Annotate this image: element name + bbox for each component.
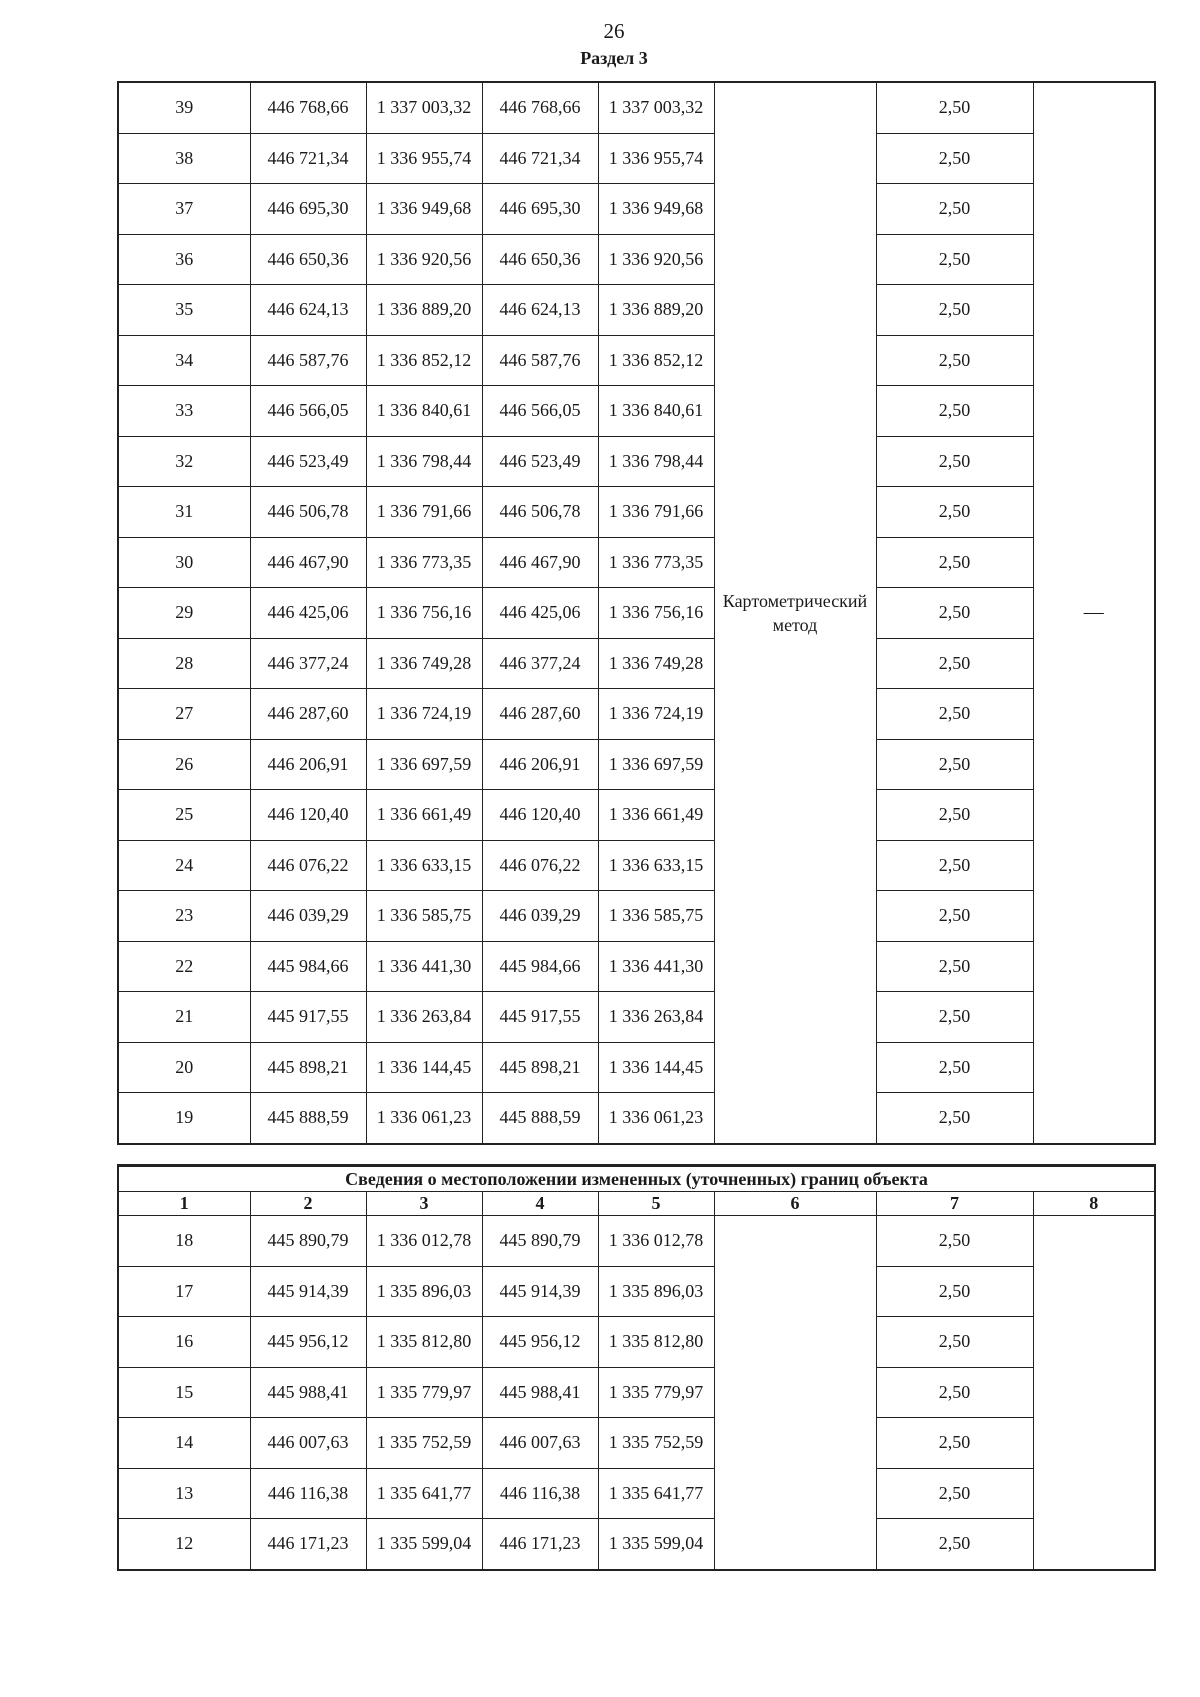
table-row — [118, 689, 1155, 740]
y-existing-cell: 1 336 061,23 — [366, 1093, 482, 1144]
column-number: 2 — [250, 1192, 366, 1216]
accuracy-cell: 2,50 — [876, 285, 1033, 336]
point-number-cell: 21 — [118, 992, 250, 1043]
accuracy-cell: 2,50 — [876, 1468, 1033, 1519]
point-number-cell: 25 — [118, 790, 250, 841]
x-existing-cell: 446 076,22 — [250, 840, 366, 891]
accuracy-cell: 2,50 — [876, 436, 1033, 487]
table-row — [118, 436, 1155, 487]
y-new-cell: 1 336 661,49 — [598, 790, 714, 841]
table-row — [118, 638, 1155, 689]
y-new-cell: 1 336 791,66 — [598, 487, 714, 538]
x-existing-cell: 446 206,91 — [250, 739, 366, 790]
table-row — [118, 184, 1155, 235]
coordinates-table-lower — [117, 1164, 1156, 1571]
column-number: 6 — [714, 1192, 876, 1216]
y-existing-cell: 1 336 661,49 — [366, 790, 482, 841]
y-existing-cell: 1 335 896,03 — [366, 1266, 482, 1317]
x-new-cell: 446 624,13 — [482, 285, 598, 336]
x-new-cell: 446 467,90 — [482, 537, 598, 588]
y-new-cell: 1 335 599,04 — [598, 1519, 714, 1570]
x-existing-cell: 445 890,79 — [250, 1216, 366, 1267]
table-row — [118, 82, 1155, 133]
point-number-cell: 39 — [118, 82, 250, 133]
table-row — [118, 1093, 1155, 1144]
table-row — [118, 739, 1155, 790]
y-existing-cell: 1 336 852,12 — [366, 335, 482, 386]
y-existing-cell: 1 335 779,97 — [366, 1367, 482, 1418]
accuracy-cell: 2,50 — [876, 588, 1033, 639]
y-existing-cell: 1 335 812,80 — [366, 1317, 482, 1368]
y-existing-cell: 1 336 955,74 — [366, 133, 482, 184]
accuracy-cell: 2,50 — [876, 133, 1033, 184]
table-row — [118, 1317, 1155, 1368]
y-existing-cell: 1 336 724,19 — [366, 689, 482, 740]
x-new-cell: 446 523,49 — [482, 436, 598, 487]
column-number: 4 — [482, 1192, 598, 1216]
accuracy-cell: 2,50 — [876, 1367, 1033, 1418]
x-existing-cell: 445 988,41 — [250, 1367, 366, 1418]
point-number-cell: 15 — [118, 1367, 250, 1418]
accuracy-cell: 2,50 — [876, 790, 1033, 841]
y-new-cell: 1 336 697,59 — [598, 739, 714, 790]
y-existing-cell: 1 336 840,61 — [366, 386, 482, 437]
y-existing-cell: 1 336 920,56 — [366, 234, 482, 285]
y-existing-cell: 1 336 791,66 — [366, 487, 482, 538]
upper-table-body — [118, 82, 1155, 1144]
accuracy-cell: 2,50 — [876, 992, 1033, 1043]
y-existing-cell: 1 336 441,30 — [366, 941, 482, 992]
method-cell: Картометрический метод — [714, 82, 876, 1144]
x-new-cell: 446 287,60 — [482, 689, 598, 740]
table-row — [118, 1519, 1155, 1570]
x-new-cell: 446 506,78 — [482, 487, 598, 538]
x-new-cell: 446 206,91 — [482, 739, 598, 790]
y-existing-cell: 1 336 144,45 — [366, 1042, 482, 1093]
x-new-cell: 445 984,66 — [482, 941, 598, 992]
x-new-cell: 445 914,39 — [482, 1266, 598, 1317]
point-number-cell: 13 — [118, 1468, 250, 1519]
accuracy-cell: 2,50 — [876, 840, 1033, 891]
note-cell — [1033, 1216, 1155, 1570]
y-new-cell: 1 336 633,15 — [598, 840, 714, 891]
y-new-cell: 1 336 955,74 — [598, 133, 714, 184]
y-new-cell: 1 336 889,20 — [598, 285, 714, 336]
y-new-cell: 1 335 752,59 — [598, 1418, 714, 1469]
x-existing-cell: 446 171,23 — [250, 1519, 366, 1570]
point-number-cell: 31 — [118, 487, 250, 538]
column-number: 5 — [598, 1192, 714, 1216]
y-new-cell: 1 335 641,77 — [598, 1468, 714, 1519]
x-new-cell: 445 890,79 — [482, 1216, 598, 1267]
table-row — [118, 1216, 1155, 1267]
point-number-cell: 38 — [118, 133, 250, 184]
accuracy-cell: 2,50 — [876, 891, 1033, 942]
x-new-cell: 446 171,23 — [482, 1519, 598, 1570]
y-new-cell: 1 336 949,68 — [598, 184, 714, 235]
y-new-cell: 1 336 061,23 — [598, 1093, 714, 1144]
column-number: 7 — [876, 1192, 1033, 1216]
point-number-cell: 23 — [118, 891, 250, 942]
y-new-cell: 1 336 724,19 — [598, 689, 714, 740]
accuracy-cell: 2,50 — [876, 1317, 1033, 1368]
x-existing-cell: 445 888,59 — [250, 1093, 366, 1144]
accuracy-cell: 2,50 — [876, 487, 1033, 538]
y-new-cell: 1 335 896,03 — [598, 1266, 714, 1317]
point-number-cell: 14 — [118, 1418, 250, 1469]
table-row — [118, 1266, 1155, 1317]
accuracy-cell: 2,50 — [876, 638, 1033, 689]
x-new-cell: 446 425,06 — [482, 588, 598, 639]
y-existing-cell: 1 335 752,59 — [366, 1418, 482, 1469]
x-existing-cell: 446 377,24 — [250, 638, 366, 689]
x-new-cell: 446 007,63 — [482, 1418, 598, 1469]
point-number-cell: 20 — [118, 1042, 250, 1093]
section-header-row — [118, 1166, 1155, 1192]
y-new-cell: 1 336 263,84 — [598, 992, 714, 1043]
table-row — [118, 1468, 1155, 1519]
x-existing-cell: 446 650,36 — [250, 234, 366, 285]
y-existing-cell: 1 336 756,16 — [366, 588, 482, 639]
x-new-cell: 446 039,29 — [482, 891, 598, 942]
y-new-cell: 1 336 585,75 — [598, 891, 714, 942]
x-new-cell: 445 988,41 — [482, 1367, 598, 1418]
point-number-cell: 24 — [118, 840, 250, 891]
x-new-cell: 446 120,40 — [482, 790, 598, 841]
x-new-cell: 446 377,24 — [482, 638, 598, 689]
y-new-cell: 1 336 756,16 — [598, 588, 714, 639]
accuracy-cell: 2,50 — [876, 1519, 1033, 1570]
accuracy-cell: 2,50 — [876, 739, 1033, 790]
point-number-cell: 29 — [118, 588, 250, 639]
y-existing-cell: 1 335 641,77 — [366, 1468, 482, 1519]
y-existing-cell: 1 335 599,04 — [366, 1519, 482, 1570]
table-row — [118, 588, 1155, 639]
table-row — [118, 790, 1155, 841]
x-existing-cell: 446 721,34 — [250, 133, 366, 184]
table-row — [118, 941, 1155, 992]
point-number-cell: 18 — [118, 1216, 250, 1267]
y-existing-cell: 1 336 263,84 — [366, 992, 482, 1043]
accuracy-cell: 2,50 — [876, 1266, 1033, 1317]
x-existing-cell: 446 768,66 — [250, 82, 366, 133]
x-existing-cell: 445 914,39 — [250, 1266, 366, 1317]
y-existing-cell: 1 336 633,15 — [366, 840, 482, 891]
accuracy-cell: 2,50 — [876, 335, 1033, 386]
point-number-cell: 22 — [118, 941, 250, 992]
point-number-cell: 17 — [118, 1266, 250, 1317]
section-header: Сведения о местоположении измененных (уточненных) границ объекта — [118, 1166, 1155, 1192]
point-number-cell: 35 — [118, 285, 250, 336]
x-new-cell: 446 076,22 — [482, 840, 598, 891]
point-number-cell: 32 — [118, 436, 250, 487]
table-row — [118, 840, 1155, 891]
table-row — [118, 285, 1155, 336]
point-number-cell: 19 — [118, 1093, 250, 1144]
y-new-cell: 1 337 003,32 — [598, 82, 714, 133]
y-existing-cell: 1 336 585,75 — [366, 891, 482, 942]
x-existing-cell: 446 695,30 — [250, 184, 366, 235]
table-row — [118, 1042, 1155, 1093]
point-number-cell: 12 — [118, 1519, 250, 1570]
table-row — [118, 537, 1155, 588]
x-existing-cell: 446 287,60 — [250, 689, 366, 740]
x-existing-cell: 446 120,40 — [250, 790, 366, 841]
point-number-cell: 28 — [118, 638, 250, 689]
table-row — [118, 234, 1155, 285]
point-number-cell: 26 — [118, 739, 250, 790]
y-existing-cell: 1 336 889,20 — [366, 285, 482, 336]
y-new-cell: 1 336 144,45 — [598, 1042, 714, 1093]
table-row — [118, 1367, 1155, 1418]
x-new-cell: 446 587,76 — [482, 335, 598, 386]
x-new-cell: 445 956,12 — [482, 1317, 598, 1368]
x-existing-cell: 446 007,63 — [250, 1418, 366, 1469]
accuracy-cell: 2,50 — [876, 234, 1033, 285]
column-number: 3 — [366, 1192, 482, 1216]
x-existing-cell: 446 624,13 — [250, 285, 366, 336]
point-number-cell: 36 — [118, 234, 250, 285]
page-number: 26 — [603, 19, 625, 43]
x-existing-cell: 446 425,06 — [250, 588, 366, 639]
y-new-cell: 1 335 812,80 — [598, 1317, 714, 1368]
point-number-cell: 33 — [118, 386, 250, 437]
point-number-cell: 37 — [118, 184, 250, 235]
table-row — [118, 335, 1155, 386]
accuracy-cell: 2,50 — [876, 941, 1033, 992]
note-cell: — — [1033, 82, 1155, 1144]
y-existing-cell: 1 336 798,44 — [366, 436, 482, 487]
table-row — [118, 386, 1155, 437]
y-existing-cell: 1 336 697,59 — [366, 739, 482, 790]
accuracy-cell: 2,50 — [876, 82, 1033, 133]
coordinates-table-upper — [117, 81, 1156, 1145]
accuracy-cell: 2,50 — [876, 689, 1033, 740]
x-existing-cell: 446 039,29 — [250, 891, 366, 942]
x-existing-cell: 446 467,90 — [250, 537, 366, 588]
point-number-cell: 16 — [118, 1317, 250, 1368]
x-new-cell: 445 917,55 — [482, 992, 598, 1043]
x-existing-cell: 446 587,76 — [250, 335, 366, 386]
x-new-cell: 446 768,66 — [482, 82, 598, 133]
table-row — [118, 992, 1155, 1043]
x-new-cell: 445 888,59 — [482, 1093, 598, 1144]
y-new-cell: 1 336 852,12 — [598, 335, 714, 386]
y-existing-cell: 1 337 003,32 — [366, 82, 482, 133]
x-existing-cell: 445 917,55 — [250, 992, 366, 1043]
x-new-cell: 446 650,36 — [482, 234, 598, 285]
method-cell — [714, 1216, 876, 1570]
y-new-cell: 1 336 441,30 — [598, 941, 714, 992]
x-new-cell: 446 116,38 — [482, 1468, 598, 1519]
y-new-cell: 1 336 773,35 — [598, 537, 714, 588]
y-existing-cell: 1 336 012,78 — [366, 1216, 482, 1267]
x-existing-cell: 445 956,12 — [250, 1317, 366, 1368]
x-existing-cell: 445 984,66 — [250, 941, 366, 992]
accuracy-cell: 2,50 — [876, 1418, 1033, 1469]
table-row — [118, 133, 1155, 184]
y-new-cell: 1 336 840,61 — [598, 386, 714, 437]
section-title: Раздел 3 — [580, 48, 648, 68]
x-existing-cell: 446 506,78 — [250, 487, 366, 538]
x-existing-cell: 446 523,49 — [250, 436, 366, 487]
x-existing-cell: 446 116,38 — [250, 1468, 366, 1519]
y-new-cell: 1 336 798,44 — [598, 436, 714, 487]
y-existing-cell: 1 336 773,35 — [366, 537, 482, 588]
accuracy-cell: 2,50 — [876, 386, 1033, 437]
table-row — [118, 1418, 1155, 1469]
accuracy-cell: 2,50 — [876, 1093, 1033, 1144]
column-number-row — [118, 1192, 1155, 1216]
accuracy-cell: 2,50 — [876, 537, 1033, 588]
y-existing-cell: 1 336 749,28 — [366, 638, 482, 689]
column-number: 1 — [118, 1192, 250, 1216]
x-new-cell: 445 898,21 — [482, 1042, 598, 1093]
y-new-cell: 1 336 012,78 — [598, 1216, 714, 1267]
column-number: 8 — [1033, 1192, 1155, 1216]
accuracy-cell: 2,50 — [876, 184, 1033, 235]
y-existing-cell: 1 336 949,68 — [366, 184, 482, 235]
x-new-cell: 446 721,34 — [482, 133, 598, 184]
table-row — [118, 891, 1155, 942]
x-new-cell: 446 566,05 — [482, 386, 598, 437]
point-number-cell: 34 — [118, 335, 250, 386]
y-new-cell: 1 335 779,97 — [598, 1367, 714, 1418]
table-row — [118, 487, 1155, 538]
point-number-cell: 30 — [118, 537, 250, 588]
x-new-cell: 446 695,30 — [482, 184, 598, 235]
accuracy-cell: 2,50 — [876, 1216, 1033, 1267]
x-existing-cell: 446 566,05 — [250, 386, 366, 437]
point-number-cell: 27 — [118, 689, 250, 740]
lower-table-body — [118, 1166, 1155, 1570]
y-new-cell: 1 336 749,28 — [598, 638, 714, 689]
accuracy-cell: 2,50 — [876, 1042, 1033, 1093]
y-new-cell: 1 336 920,56 — [598, 234, 714, 285]
x-existing-cell: 445 898,21 — [250, 1042, 366, 1093]
